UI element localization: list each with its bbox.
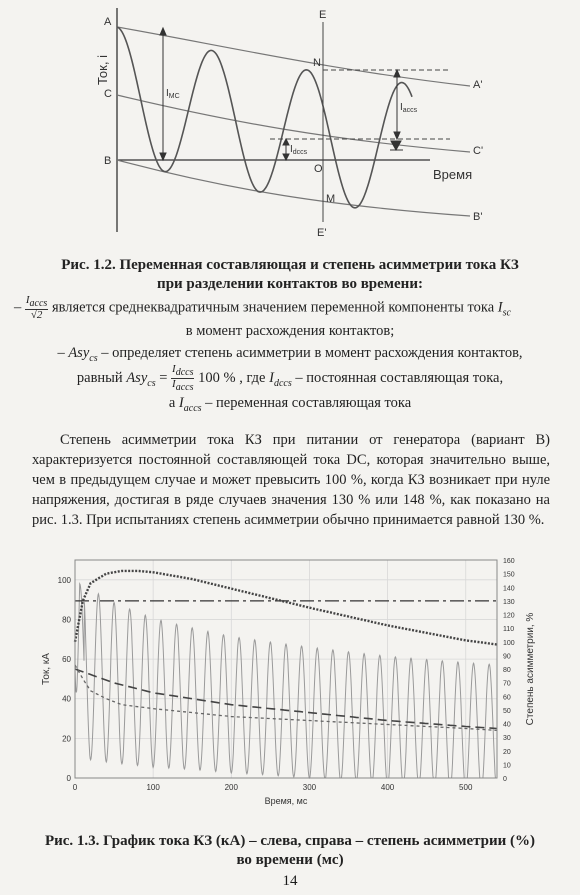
fraction-iaccs-sqrt2: $\frac{I_{accs}}{√2}$ (25, 294, 48, 322)
y2-tick-label: 160 (503, 558, 515, 565)
y2-tick-label: 100 (503, 639, 515, 647)
point-n: N (313, 57, 321, 69)
y2-tick-label: 80 (503, 667, 511, 674)
point-a: A (104, 16, 112, 28)
point-c: C (104, 88, 112, 100)
envelope-a-curve (117, 27, 470, 86)
chart-grid (75, 560, 497, 778)
imc-label: $I_{МС}$ (166, 88, 180, 100)
plot-frame (75, 560, 497, 778)
chart-y2label: Степень асимметрии, % (525, 612, 536, 726)
iaccs-label: $I_{accs}$ (400, 102, 418, 114)
y2-tick-label: 50 (503, 707, 511, 715)
point-e-prime: E' (317, 227, 327, 239)
y2-tick-label: 140 (503, 585, 515, 593)
figure-1-2-caption-line1: Рис. 1.2. Переменная составляющая и степень асимметрии тока КЗ (61, 257, 519, 273)
figure-1-3-chart (0, 538, 580, 820)
chart-xlabel: Время, мс (264, 796, 308, 806)
fig1-xlabel: Время (433, 167, 473, 182)
y2-tick-label: 40 (503, 721, 511, 729)
ac-current-series (75, 584, 497, 778)
x-tick-label: 0 (72, 783, 78, 792)
definition-1-line2: в момент расхождения контактов; (185, 323, 395, 339)
point-a-prime: A' (473, 79, 483, 91)
secondary-dashed-series (75, 665, 497, 730)
y-tick-label: 60 (62, 655, 71, 665)
y-tick-label: 20 (62, 734, 71, 744)
figure-1-3-caption-line1: Рис. 1.3. График тока КЗ (кА) – слева, справа – степень асимметрии (%) (44, 833, 536, 849)
definition-3: равный Asy$_{cs}$ = $\frac{I_{dccs}}{I_{accs}}$ 100 % , где $I_{dccs}$ – постоянная составляющая тока, (76, 363, 504, 394)
point-o: O (314, 163, 323, 175)
y-tick-label: 40 (62, 694, 71, 704)
x-tick-label: 400 (380, 783, 395, 792)
point-b-prime: B' (473, 211, 483, 223)
fig1-ylabel: Ток, i (95, 55, 110, 85)
y2-tick-label: 120 (503, 612, 515, 620)
y2-tick-label: 30 (503, 735, 511, 743)
y2-tick-label: 0 (503, 776, 507, 783)
y-tick-label: 0 (66, 774, 71, 783)
figure-1-2 (0, 0, 580, 240)
y2-tick-label: 10 (503, 762, 511, 770)
y2-tick-label: 60 (503, 694, 511, 702)
definition-1: – $\frac{I_{accs}}{√2}$ является среднеквадратичным значением переменной компоненты тока $I_{sc}$ (14, 294, 511, 322)
x-tick-label: 300 (302, 783, 317, 792)
point-b: B (104, 155, 112, 167)
x-tick-label: 500 (459, 783, 473, 792)
page-number: 14 (282, 873, 298, 889)
fraction-asy: $\frac{I_{dccs}}{I_{accs}}$ (172, 363, 194, 394)
y2-tick-label: 150 (503, 571, 515, 579)
y2-tick-label: 90 (503, 653, 511, 661)
y2-tick-label: 20 (503, 748, 511, 756)
y2-tick-label: 110 (503, 626, 515, 634)
body-paragraph: Степень асимметрии тока КЗ при питании от генератора (вариант В) характеризуется постоянной составляющей тока DC, которая значительно выше, чем в предыдущем случае и может превысить 100 %, когда КЗ возникает при нуле напряжения, достигая в ряде случаев значения 130 % или 148 %, как показано на рис. 1.3. При испытаниях степень асимметрии обычно принимается равной 130 %. (32, 432, 550, 528)
y-tick-label: 100 (57, 575, 71, 585)
chart-ylabel: Ток, кА (41, 653, 52, 685)
y2-tick-label: 70 (503, 680, 511, 688)
figure-1-2-caption-line2: при разделении контактов во времени: (157, 276, 423, 292)
dc-component-curve (117, 95, 470, 152)
asymmetry-series (75, 571, 497, 645)
point-c-prime: C' (473, 145, 484, 157)
idccs-label: $I_{dccs}$ (290, 144, 308, 156)
definition-4: а $I_{accs}$ – переменная составляющая тока (168, 395, 412, 414)
y-tick-label: 80 (62, 615, 71, 625)
definition-2: – Asy$_{cs}$ – определяет степень асимметрии в момент расхождения контактов, (57, 345, 523, 364)
y2-tick-label: 130 (503, 598, 515, 606)
x-tick-label: 100 (146, 783, 160, 792)
point-e: E (319, 9, 327, 21)
x-tick-label: 200 (224, 783, 238, 792)
figure-1-3-caption-line2: во времени (мс) (236, 852, 344, 868)
point-m: M (326, 193, 336, 205)
